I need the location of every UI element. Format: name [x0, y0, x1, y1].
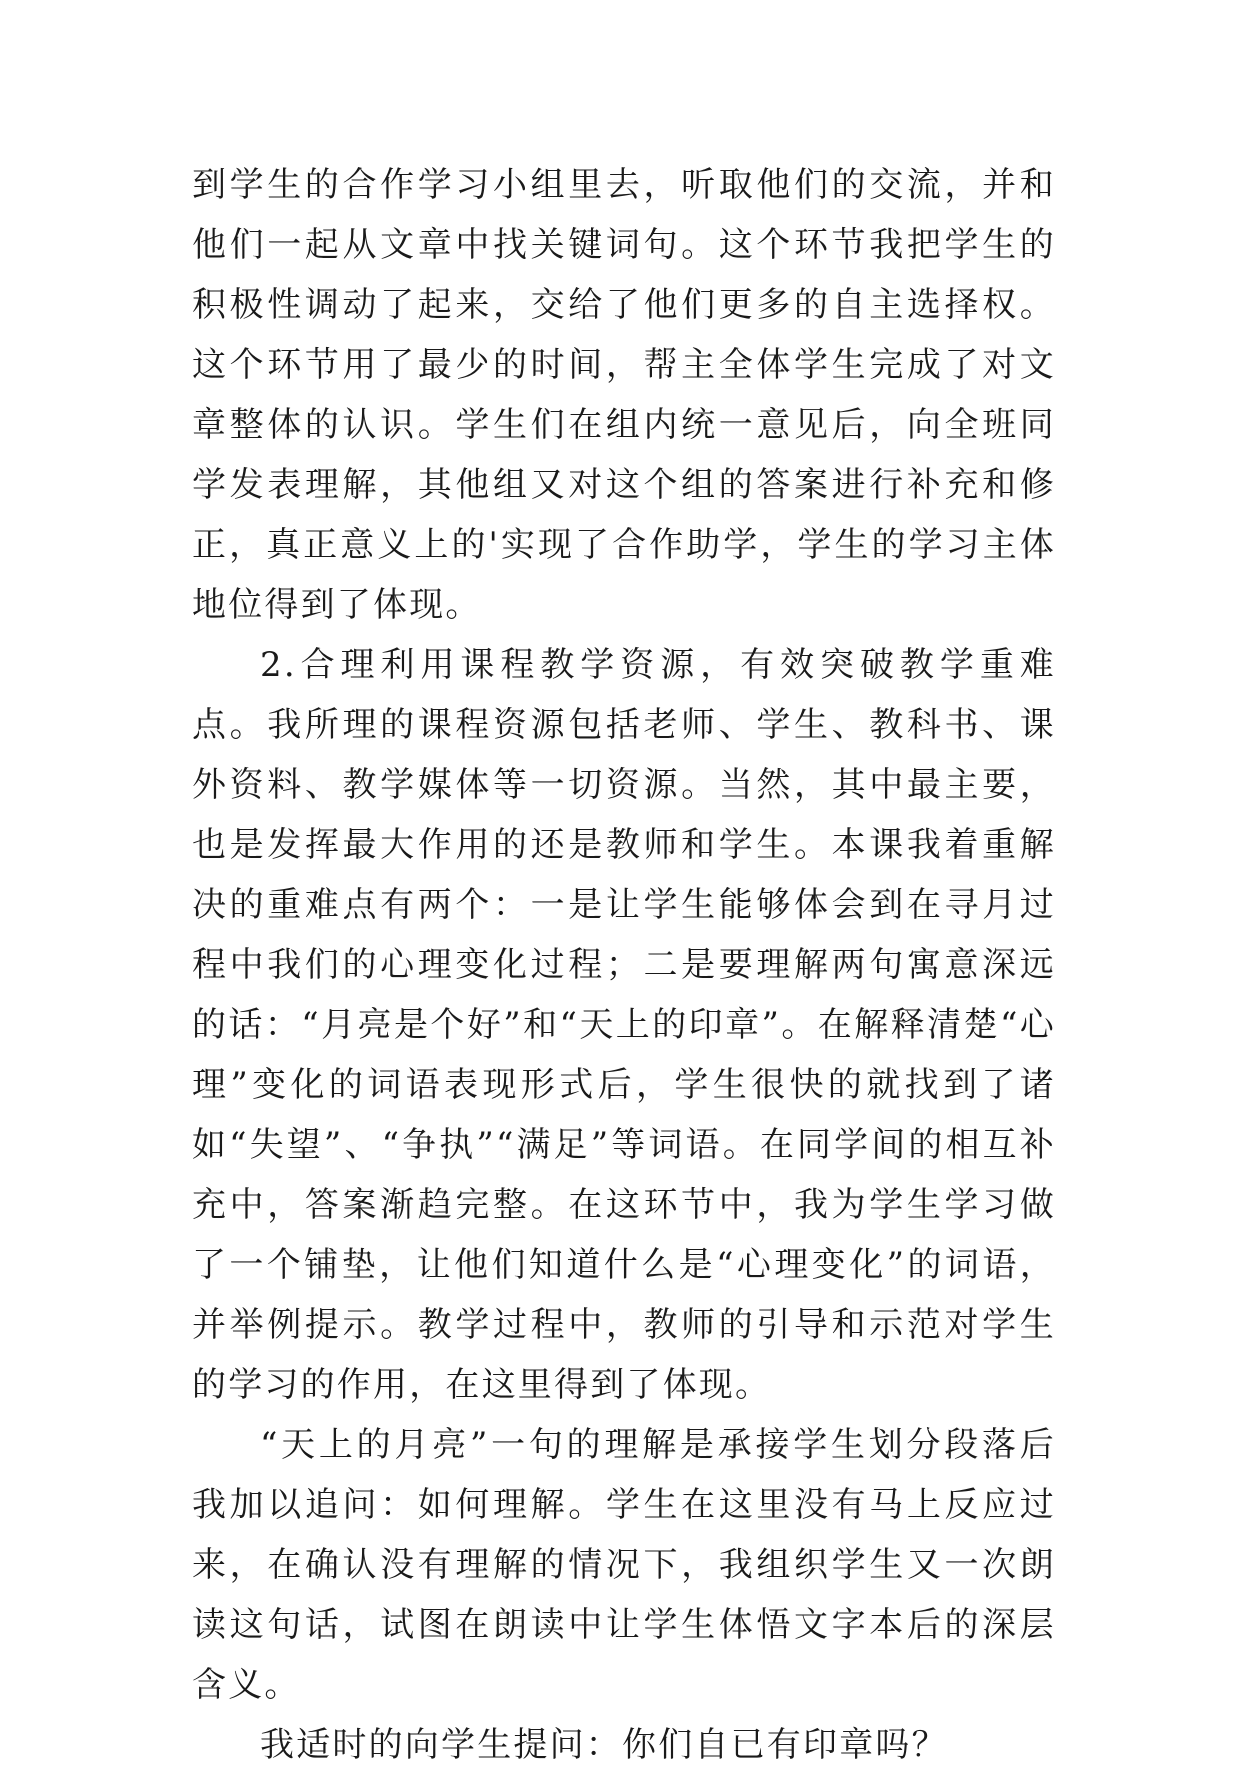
paragraph-4: 我适时的向学生提问：你们自已有印章吗？ [260, 1725, 948, 1765]
paragraph-2: 2.合理利用课程教学资源，有效突破教学重难点。我所理的课程资源包括老师、学生、教科书、课外资料、教学媒体等一切资源。当然，其中最主要，也是发挥最大作用的还是教师和学生。本课我着重解决的重难点有两个：一是让学生能够体会到在寻月过程中我们的心理变化过程；二是要理解两句寓意深远的话：“月亮是个好”和“天上的印章”。在解释清楚“心理”变化的词语表现形式后，学生很快的就找到了诸如“失望”、“争执”“满足”等词语。在同学间的相互补充中，答案渐趋完整。在这环节中，我为学生学习做了一个铺垫，让他们知道什么是“心理变化”的词语，并举例提示。教学过程中，教师的引导和示范对学生的学习的作用，在这里得到了体现。 [192, 645, 1056, 1405]
document-body [192, 155, 1056, 1775]
paragraph-1: 到学生的合作学习小组里去，听取他们的交流，并和他们一起从文章中找关键词句。这个环节我把学生的积极性调动了起来，交给了他们更多的自主选择权。这个环节用了最少的时间，帮主全体学生完成了对文章整体的认识。学生们在组内统一意见后，向全班同学发表理解，其他组又对这个组的答案进行补充和修正，真正意义上的'实现了合作助学，学生的学习主体地位得到了体现。 [192, 165, 1056, 625]
paragraph-3: “天上的月亮”一句的理解是承接学生划分段落后我加以追问：如何理解。学生在这里没有马上反应过来，在确认没有理解的情况下，我组织学生又一次朗读这句话，试图在朗读中让学生体悟文字本后的深层含义。 [192, 1425, 1056, 1705]
